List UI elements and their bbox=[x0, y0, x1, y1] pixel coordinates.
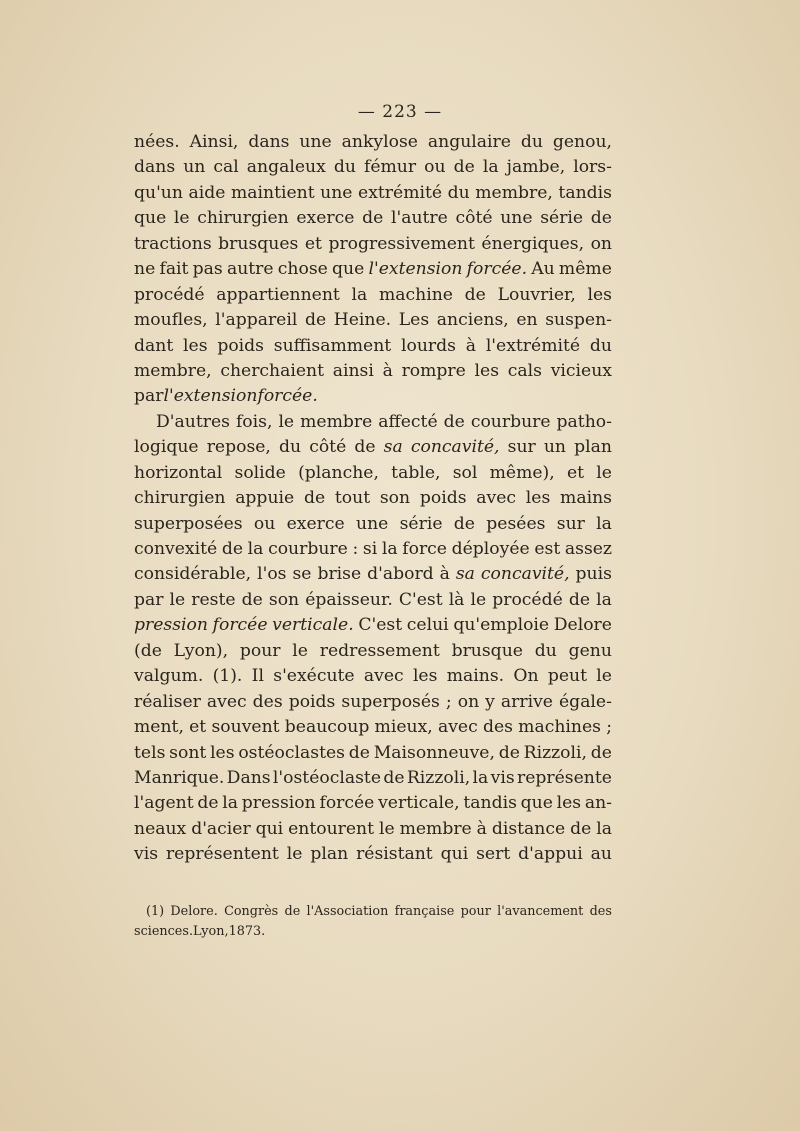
text-line: horizontal solide (planche, table, sol même), et le bbox=[134, 462, 612, 483]
text-line: neaux d'acier qui entourent le membre à distance de la bbox=[134, 818, 612, 839]
text-line: (de Lyon), pour le redressement brusque du genu bbox=[134, 640, 612, 661]
text-line: superposées ou exerce une série de pesées sur la bbox=[134, 513, 612, 534]
footnote bbox=[134, 902, 612, 942]
text-line: que le chirurgien exerce de l'autre côté une série de bbox=[134, 208, 612, 229]
text-line: convexité de la courbure : si la force déployée est assez bbox=[134, 539, 612, 559]
text-line: logique repose, du côté de sa concavité, sur un plan bbox=[134, 437, 612, 458]
text-line: valgum. (1). Il s'exécute avec les mains. On peut le bbox=[134, 666, 612, 687]
text-line: (1) Delore. Congrès de l'Association française pour l'avancement des bbox=[146, 904, 612, 919]
text-line: considérable, l'os se brise d'abord à sa concavité, puis bbox=[134, 564, 612, 585]
text-line: l'agent de la pression forcée verticale, tandis que les an- bbox=[134, 793, 612, 814]
text-line: par l'extension forcée. bbox=[134, 386, 318, 407]
text-line: réaliser avec des poids superposés ; on y arrive égale- bbox=[134, 691, 612, 712]
text-line: par le reste de son épaisseur. C'est là le procédé de la bbox=[134, 589, 612, 610]
text-line: membre, cherchaient ainsi à rompre les cals vicieux bbox=[134, 360, 612, 381]
text-line: tractions brusques et progressivement énergiques, on bbox=[134, 233, 612, 254]
text-line: nées. Ainsi, dans une ankylose angulaire du genou, bbox=[134, 132, 612, 152]
page-number: — 223 — bbox=[357, 102, 443, 122]
text-line: vis représentent le plan résistant qui sert d'appui au bbox=[134, 844, 612, 865]
text-line: moufles, l'appareil de Heine. Les anciens, en suspen- bbox=[134, 310, 612, 331]
text-line: ment, et souvent beaucoup mieux, avec des machines ; bbox=[134, 717, 612, 738]
text-line: dant les poids suffisamment lourds à l'extrémité du bbox=[134, 335, 612, 356]
text-line: chirurgien appuie de tout son poids avec les mains bbox=[134, 488, 612, 509]
text-line: ne fait pas autre chose que l'extension forcée. Au même bbox=[134, 259, 612, 280]
text-line: procédé appartiennent la machine de Louvrier, les bbox=[134, 284, 612, 305]
body-text bbox=[134, 130, 612, 868]
text-line: dans un cal angaleux du fémur ou de la jambe, lors- bbox=[134, 157, 612, 178]
text-line: qu'un aide maintient une extrémité du membre, tandis bbox=[134, 182, 612, 203]
text-line: tels sont les ostéoclastes de Maisonneuve, de Rizzoli, de bbox=[134, 742, 612, 763]
text-line: pression forcée verticale. C'est celui qu'emploie Delore bbox=[134, 615, 612, 636]
text-line: D'autres fois, le membre affecté de courbure patho- bbox=[156, 411, 612, 432]
text-line: Manrique. Dans l'ostéoclaste de Rizzoli, la vis représente bbox=[134, 767, 612, 788]
text-line: sciences. Lyon, 1873. bbox=[134, 924, 266, 939]
